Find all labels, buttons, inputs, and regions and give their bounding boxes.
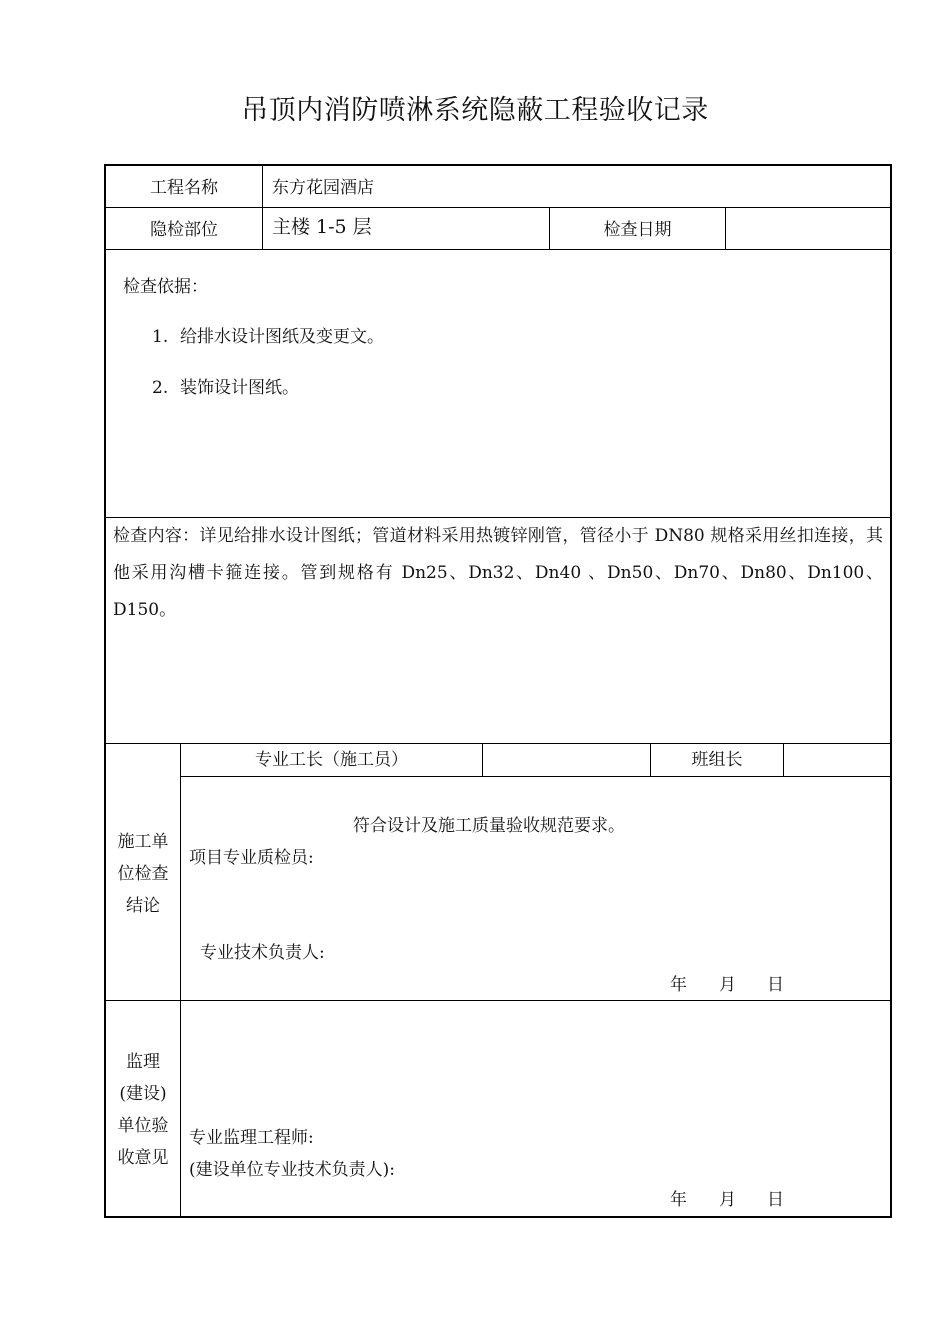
date-month: 月 <box>719 975 736 995</box>
column-divider <box>180 743 181 1218</box>
inspection-content: 检查内容：详见给排水设计图纸；管道材料采用热镀锌刚管，管径小于 DN80 规格采用丝扣连接，其他采用沟槽卡箍连接。管到规格有 Dn25、Dn32、Dn40 、Dn50、Dn70、Dn80、Dn100、D150。 <box>113 526 883 620</box>
basis-label: 检查依据： <box>123 277 208 297</box>
row-divider <box>104 207 892 208</box>
row-divider <box>104 249 892 250</box>
label-line: (建设) <box>119 1084 167 1104</box>
date-year: 年 <box>670 975 687 995</box>
record-table <box>104 164 892 1218</box>
label-line: 结论 <box>126 896 160 916</box>
date-year: 年 <box>670 1190 687 1210</box>
location-label: 隐检部位 <box>150 220 218 240</box>
inspection-date-label: 检查日期 <box>603 220 672 240</box>
label-line: 单位验 <box>117 1116 169 1136</box>
column-divider <box>783 743 784 776</box>
row-divider <box>104 1000 892 1001</box>
conclusion-text: 符合设计及施工质量验收规范要求。 <box>353 816 625 836</box>
construction-conclusion-label <box>106 826 180 922</box>
basis-item-number: 2. <box>152 378 169 398</box>
row-divider <box>104 743 892 744</box>
basis-item-text: 给排水设计图纸及变更文。 <box>180 327 384 347</box>
label-line: 施工单 <box>117 832 169 852</box>
date-month: 月 <box>719 1190 736 1210</box>
label-line: 收意见 <box>117 1148 169 1168</box>
project-name-label: 工程名称 <box>150 178 218 198</box>
row-divider <box>180 776 892 777</box>
date-day: 日 <box>767 975 784 995</box>
column-divider <box>482 743 483 776</box>
page-title: 吊顶内消防喷淋系统隐蔽工程验收记录 <box>241 95 709 126</box>
column-divider <box>725 207 726 249</box>
foreman-label: 专业工长（施工员） <box>255 750 408 770</box>
team-leader-label: 班组长 <box>691 750 743 770</box>
quality-inspector-label: 项目专业质检员: <box>189 848 314 868</box>
column-divider <box>262 164 263 249</box>
project-name-value: 东方花园酒店 <box>272 178 374 198</box>
owner-tech-lead-label: (建设单位专业技术负责人): <box>189 1160 395 1180</box>
supervision-opinion-label <box>106 1046 180 1174</box>
location-value: 主楼 1-5 层 <box>272 216 372 238</box>
label-line: 位检查 <box>117 864 169 884</box>
technical-lead-label: 专业技术负责人: <box>200 943 325 963</box>
basis-item-text: 装饰设计图纸。 <box>180 378 299 398</box>
label-line: 监理 <box>126 1052 160 1072</box>
date-day: 日 <box>767 1190 784 1210</box>
basis-item-number: 1. <box>152 327 169 347</box>
supervision-engineer-label: 专业监理工程师: <box>189 1128 314 1148</box>
